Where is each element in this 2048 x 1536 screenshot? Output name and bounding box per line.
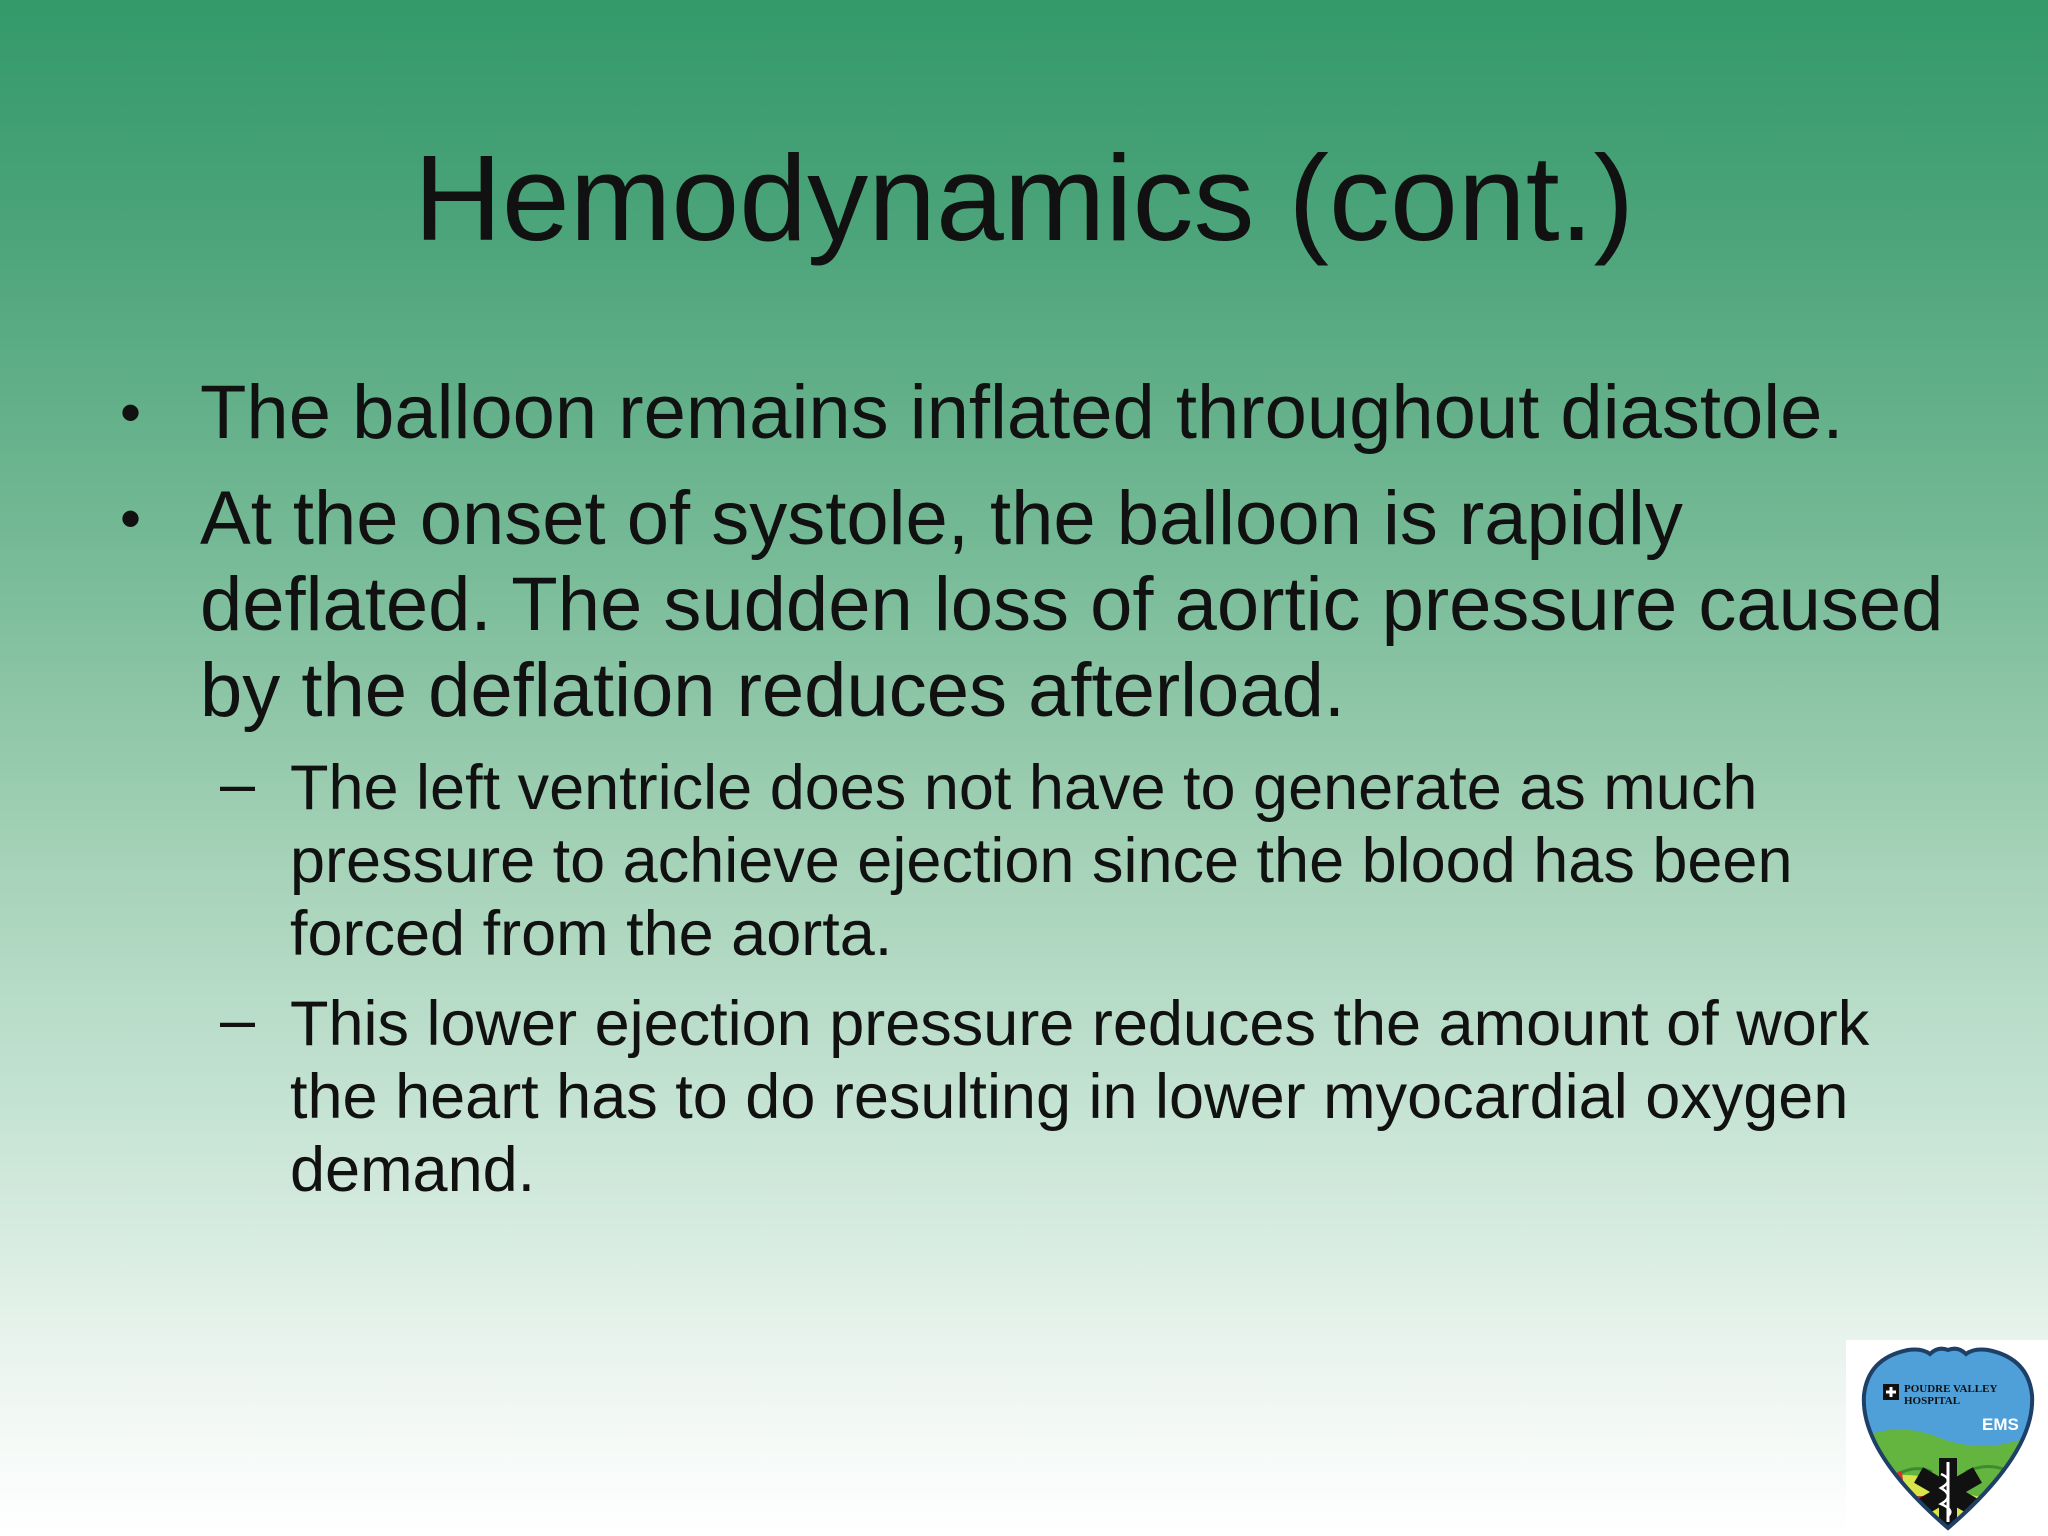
logo-hospital-subtitle: HOSPITAL <box>1904 1395 1961 1407</box>
logo-ems-text: EMS <box>1982 1415 2019 1434</box>
bullet-text: At the onset of systole, the balloon is rapidly deflated. The sudden loss of aortic pressure caused by the deflation reduces afterload. <box>200 476 1944 733</box>
subbullet-marker: – <box>220 749 256 819</box>
bullet-item <box>120 370 1960 456</box>
bullet-marker: • <box>120 485 142 552</box>
logo-hospital-name: POUDRE VALLEY <box>1904 1383 1998 1395</box>
bullet-marker: • <box>120 379 142 446</box>
poudre-valley-ems-badge-icon <box>1846 1340 2048 1536</box>
subbullet-item <box>220 985 1970 1207</box>
slide-title: Hemodynamics (cont.) <box>413 130 1635 266</box>
logo-svg <box>1846 1340 2048 1536</box>
subbullet-text: This lower ejection pressure reduces the amount of work the heart has to do resulting in lower myocardial oxygen demand. <box>290 989 1870 1205</box>
bullet-text: The balloon remains inflated throughout diastole. <box>200 370 1844 455</box>
subbullet-text: The left ventricle does not have to generate as much pressure to achieve ejection since the blood has been forced from the aorta. <box>290 753 1793 969</box>
bullet-item <box>120 476 1960 734</box>
subbullet-item <box>220 749 1970 971</box>
subbullet-marker: – <box>220 985 256 1055</box>
